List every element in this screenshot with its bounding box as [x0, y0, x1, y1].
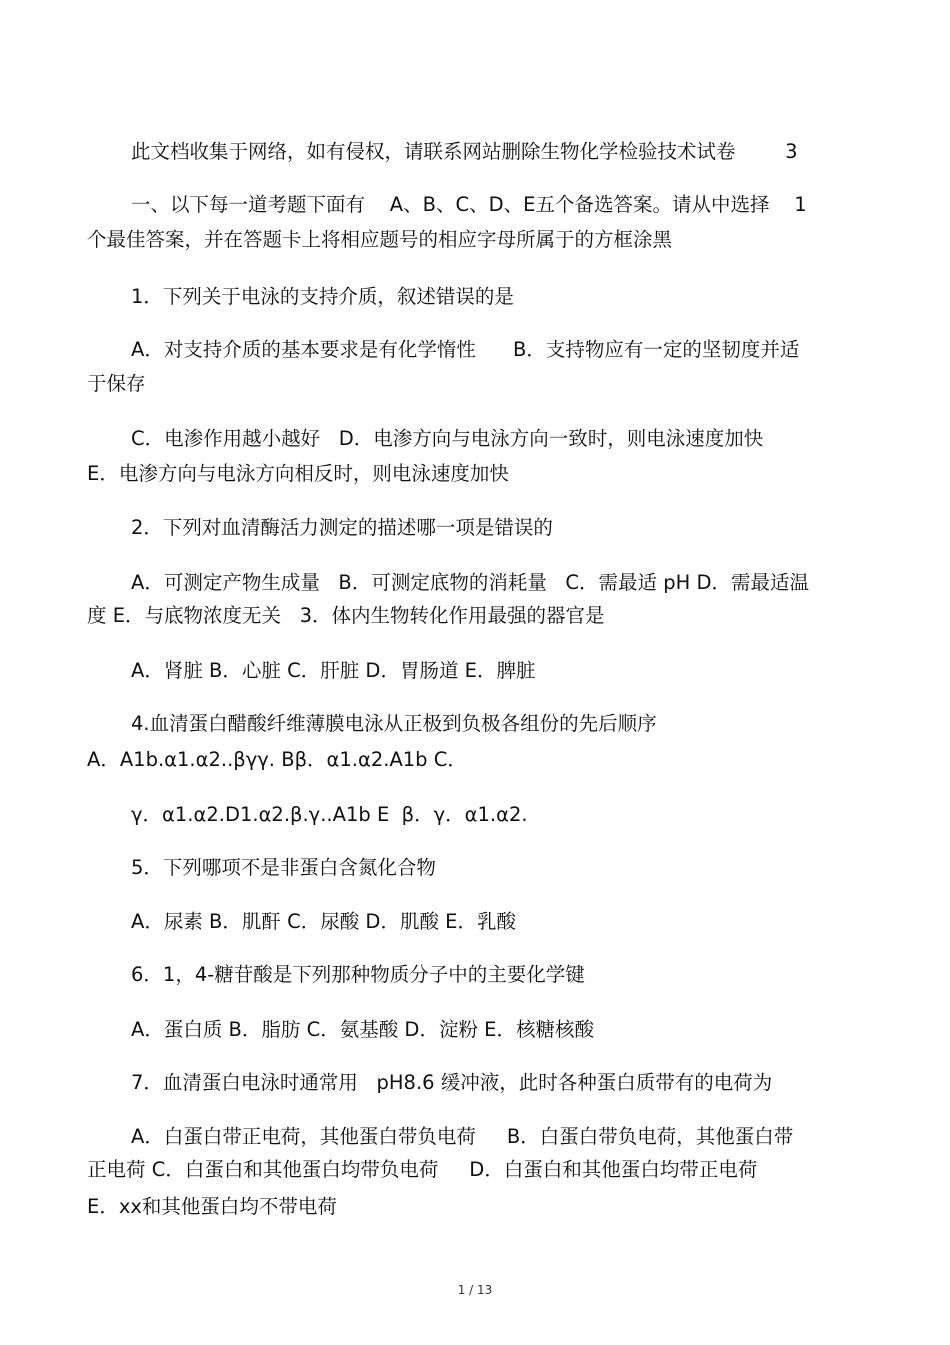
question-1: 1．下列关于电泳的支持介质，叙述错误的是 [131, 285, 514, 308]
question-2: 2．下列对血清酶活力测定的描述哪一项是错误的 [131, 516, 553, 539]
section-instruction: 一、以下每一道考题下面有 A、B、C、D、E五个备选答案。请从中选择 1 [131, 193, 807, 216]
question-7-options-2: E．xx和其他蛋白均不带电荷 [87, 1195, 337, 1218]
question-2-options-cont: 度 E．与底物浓度无关 3．体内生物转化作用最强的器官是 [87, 604, 605, 627]
header-line: 此文档收集于网络，如有侵权，请联系网站删除生物化学检验技术试卷 3 [131, 140, 798, 163]
question-7-options: A．白蛋白带正电荷，其他蛋白带负电荷 B．白蛋白带负电荷，其他蛋白带 [131, 1125, 794, 1148]
page-number: 1 / 13 [457, 1283, 493, 1297]
question-1-options: A．对支持介质的基本要求是有化学惰性 B．支持物应有一定的坚韧度并适 [131, 338, 800, 361]
question-5-options: A．尿素 B．肌酐 C．尿酸 D．肌酸 E．乳酸 [131, 910, 516, 933]
question-7: 7．血清蛋白电泳时通常用 pH8.6 缓冲液，此时各种蛋白质带有的电荷为 [131, 1071, 773, 1094]
question-6-options: A．蛋白质 B．脂肪 C．氨基酸 D．淀粉 E．核糖核酸 [131, 1018, 594, 1041]
question-7-options-cont: 正电荷 C．白蛋白和其他蛋白均带负电荷 D．白蛋白和其他蛋白均带正电荷 [87, 1158, 758, 1181]
section-instruction-cont: 个最佳答案，并在答题卡上将相应题号的相应字母所属于的方框涂黑 [87, 228, 673, 251]
question-6: 6．1，4-糖苷酸是下列那种物质分子中的主要化学键 [131, 963, 585, 986]
question-2-options: A．可测定产物生成量 B．可测定底物的消耗量 C．需最适 pH D．需最适温 [131, 571, 809, 594]
question-1-options-2: C．电渗作用越小越好 D．电渗方向与电泳方向一致时，则电泳速度加快 [131, 427, 764, 450]
question-1-options-3: E．电渗方向与电泳方向相反时，则电泳速度加快 [87, 462, 509, 485]
question-3-options: A．肾脏 B．心脏 C．肝脏 D．胃肠道 E．脾脏 [131, 659, 536, 682]
question-5: 5．下列哪项不是非蛋白含氮化合物 [131, 856, 436, 879]
question-4: 4.血清蛋白醋酸纤维薄膜电泳从正极到负极各组份的先后顺序 [131, 712, 657, 735]
question-1-options-cont: 于保存 [87, 372, 146, 395]
question-4-options-cont: γ．α1.α2.D1.α2.β.γ..A1b E β．γ．α1.α2. [131, 803, 528, 826]
question-4-options: A．A1b.α1.α2..βγγ. Bβ．α1.α2.A1b C． [87, 748, 467, 771]
